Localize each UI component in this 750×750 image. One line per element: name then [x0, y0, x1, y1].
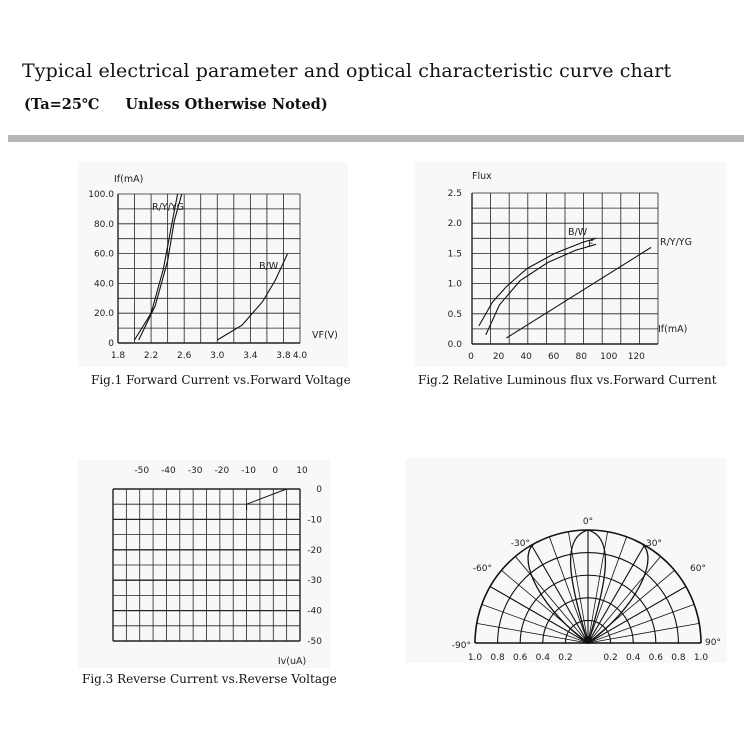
fig2-caption: Fig.2 Relative Luminous flux vs.Forward Current [418, 373, 717, 387]
fig1-series-label-bw: B/W [259, 261, 279, 272]
fig3-ytick-label: -40 [307, 606, 322, 617]
fig2-ylabel: Flux [472, 171, 492, 182]
fig1-ytick-label: 80.0 [93, 219, 114, 230]
fig3-xlabel: Iv(uA) [277, 656, 307, 667]
fig3-xtick-label: -40 [161, 466, 176, 476]
fig4-radial-label: 1.0 [693, 653, 709, 663]
fig1-ytick-label: 100.0 [88, 190, 114, 200]
fig4-radial-label: 0.2 [603, 653, 618, 663]
fig1-xtick-label: 1.8 [110, 351, 126, 361]
unless-noted: Unless Otherwise Noted) [125, 96, 328, 113]
fig2-series-label-f: F [588, 239, 594, 250]
fig4-radial-label: 0.8 [490, 653, 505, 663]
fig4-origin-dot [584, 636, 592, 644]
fig1-xtick-label: 3.0 [210, 351, 225, 361]
page-title: Typical electrical parameter and optical characteristic curve chart [22, 60, 672, 82]
fig2-ytick-label: 0.5 [447, 309, 462, 320]
fig1-ytick-label: 60.0 [93, 249, 114, 260]
fig3-xtick-label: 0 [272, 466, 279, 476]
temperature-condition: (Ta=25℃ [24, 96, 100, 113]
fig4-angle-label: -60° [472, 564, 492, 574]
fig1-ytick-label: 20.0 [93, 309, 114, 320]
fig4-radial-label: 0.6 [513, 653, 528, 663]
fig2-ytick-label: 1.0 [447, 279, 462, 290]
fig4-radial-label: 0.6 [648, 653, 663, 663]
fig4-angle-label: -90° [451, 641, 471, 651]
fig1-xtick-label: 3.8 [276, 351, 291, 361]
fig1-caption: Fig.1 Forward Current vs.Forward Voltage [91, 373, 351, 387]
fig3-ytick-label: -20 [307, 545, 322, 556]
fig3-xtick-label: -20 [214, 466, 230, 476]
fig2-xtick-label: 120 [627, 352, 645, 362]
fig3-xtick-label: -30 [187, 466, 203, 476]
fig2-ytick-label: 2.0 [447, 219, 462, 230]
fig4-angle-label: 0° [582, 517, 594, 527]
fig2-xtick-label: 100 [600, 352, 618, 362]
fig2-ytick-label: 2.5 [447, 189, 462, 199]
fig2-xtick-label: 60 [547, 352, 560, 362]
fig3-ytick-label: -10 [307, 515, 322, 526]
fig3-ytick-label: -50 [307, 637, 322, 647]
fig1-xtick-label: 4.0 [292, 351, 308, 361]
fig4-angle-label: 60° [690, 564, 706, 574]
fig3-xtick-label: 10 [296, 466, 308, 476]
fig2-ytick-label: 0.0 [447, 340, 462, 350]
fig4-angle-label: -30° [510, 539, 530, 549]
fig1-ytick-label: 0 [108, 339, 114, 349]
fig4-radial-label: 0.2 [558, 653, 573, 663]
fig2-series-label-bw: B/W [568, 227, 588, 238]
fig4-radial-label: 0.4 [626, 653, 641, 663]
fig1-xlabel: VF(V) [312, 330, 338, 341]
fig1-xtick-label: 2.6 [177, 351, 192, 361]
fig2-series-label-ryyg: R/Y/YG [660, 237, 692, 248]
fig2-xtick-label: 80 [575, 352, 587, 362]
fig1-ytick-label: 40.0 [93, 279, 114, 290]
fig1-xtick-label: 2.2 [143, 351, 159, 361]
fig1-xtick-label: 3.4 [243, 351, 258, 361]
fig3-xtick-label: -10 [241, 466, 256, 476]
fig2-xtick-label: 0 [468, 352, 474, 362]
fig4-angle-label: 30° [646, 539, 662, 549]
fig2-xtick-label: 20 [492, 352, 505, 362]
fig1-ylabel: If(mA) [114, 174, 144, 185]
fig4-angle-label: 90° [705, 638, 721, 648]
fig3-ytick-label: 0 [316, 485, 322, 495]
fig4-radial-label: 0.4 [535, 653, 550, 663]
fig2-ytick-label: 1.5 [447, 249, 462, 260]
fig3-caption: Fig.3 Reverse Current vs.Reverse Voltage [82, 672, 337, 686]
fig2-xlabel: If(mA) [658, 324, 688, 335]
fig4-radial-label: 1.0 [467, 653, 483, 663]
fig1-series-label-ryyg: R/Y/YG [152, 202, 184, 213]
fig2-xtick-label: 40 [520, 352, 532, 362]
fig4-radial-label: 0.8 [671, 653, 686, 663]
fig3-ytick-label: -30 [307, 576, 322, 587]
fig3-xtick-label: -50 [134, 466, 150, 476]
